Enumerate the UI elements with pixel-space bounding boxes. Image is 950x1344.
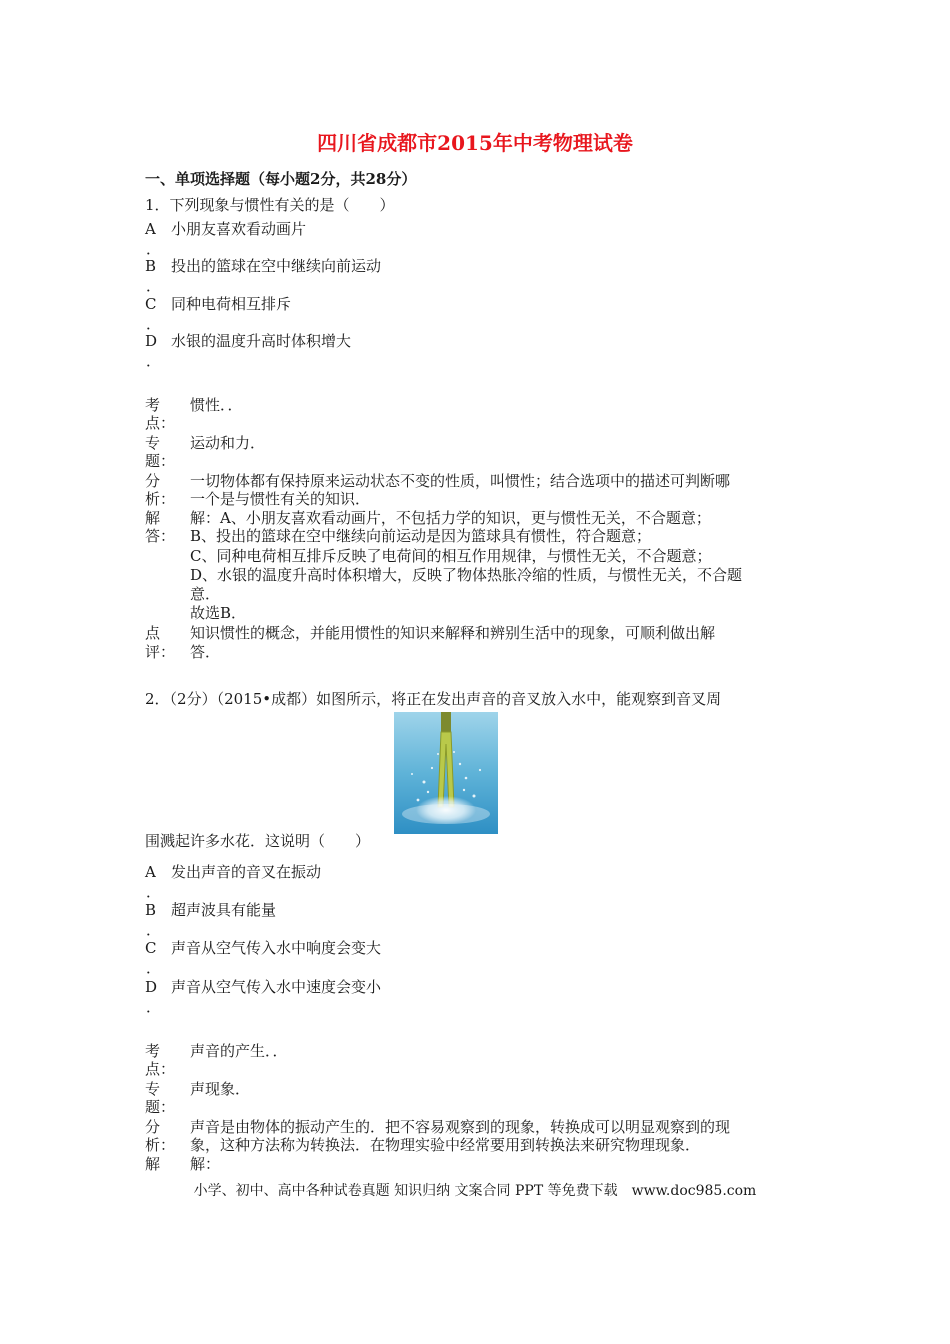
zhuanti-label-2: 题： bbox=[145, 452, 176, 470]
option-a-letter: A bbox=[145, 863, 156, 881]
option-d-text: 水银的温度升高时体积增大 bbox=[171, 332, 352, 350]
option-a-dot: ． bbox=[146, 240, 162, 258]
option-b-letter: B bbox=[145, 901, 157, 919]
kaodian-label-1: 考 bbox=[145, 396, 161, 414]
zhuanti-text: 声现象． bbox=[190, 1080, 251, 1098]
section-heading: 一、单项选择题（每小题2分，共28分） bbox=[145, 170, 417, 188]
kaodian-label-2: 点： bbox=[145, 1060, 176, 1078]
question-2-stem-line-2: 围溅起许多水花．这说明（ ） bbox=[145, 832, 371, 850]
fenxi-line-1: 一切物体都有保持原来运动状态不变的性质，叫惯性；结合选项中的描述可判断哪 bbox=[190, 472, 731, 490]
tuning-fork-icon bbox=[394, 712, 498, 834]
fenxi-label-2: 析： bbox=[145, 1136, 176, 1154]
option-b-dot: ． bbox=[146, 921, 162, 939]
dianping-label-2: 评： bbox=[145, 643, 176, 661]
kaodian-text: 声音的产生．． bbox=[190, 1042, 288, 1060]
jieda-label-1: 解 bbox=[145, 509, 161, 527]
kaodian-label-2: 点： bbox=[145, 414, 176, 432]
option-c-letter: C bbox=[145, 295, 157, 313]
option-d-letter: D bbox=[145, 978, 158, 996]
option-a-dot: ． bbox=[146, 883, 162, 901]
zhuanti-label-1: 专 bbox=[145, 434, 161, 452]
question-1-stem: 1．下列现象与惯性有关的是（ ） bbox=[145, 196, 395, 214]
jieda-line-4: D、水银的温度升高时体积增大，反映了物体热胀冷缩的性质，与惯性无关，不合题 bbox=[190, 566, 743, 584]
option-a-text: 发出声音的音叉在振动 bbox=[171, 863, 322, 881]
option-c-letter: C bbox=[145, 939, 157, 957]
fenxi-label-2: 析： bbox=[145, 490, 176, 508]
option-a-letter: A bbox=[145, 220, 156, 238]
option-c-dot: ． bbox=[146, 315, 162, 333]
jieda-line-5: 意． bbox=[190, 585, 221, 603]
kaodian-text: 惯性．． bbox=[190, 396, 243, 414]
option-c-text: 声音从空气传入水中响度会变大 bbox=[171, 939, 382, 957]
jieda-line-2: B、投出的篮球在空中继续向前运动是因为篮球具有惯性，符合题意； bbox=[190, 527, 652, 545]
fenxi-line-2: 一个是与惯性有关的知识． bbox=[190, 490, 371, 508]
jieda-label-2: 答： bbox=[145, 527, 176, 545]
jieda-line-6: 故选B． bbox=[190, 604, 247, 622]
dianping-line-2: 答． bbox=[190, 643, 221, 661]
jieda-line-3: C、同种电荷相互排斥反映了电荷间的相互作用规律，与惯性无关，不合题意； bbox=[190, 547, 712, 565]
option-d-letter: D bbox=[145, 332, 158, 350]
page-footer: 小学、初中、高中各种试卷真题 知识归纳 文案合同 PPT 等免费下载 www.doc985.com bbox=[193, 1183, 757, 1199]
option-c-text: 同种电荷相互排斥 bbox=[171, 295, 292, 313]
question-2-stem-line-1: 2．（2分）（2015•成都）如图所示，将正在发出声音的音叉放入水中，能观察到音叉周 bbox=[145, 690, 722, 708]
jieda-text: 解： bbox=[190, 1155, 221, 1173]
dianping-label-1: 点 bbox=[145, 624, 161, 642]
zhuanti-label-1: 专 bbox=[145, 1080, 161, 1098]
option-a-text: 小朋友喜欢看动画片 bbox=[171, 220, 307, 238]
dianping-line-1: 知识惯性的概念，并能用惯性的知识来解释和辨别生活中的现象，可顺利做出解 bbox=[190, 624, 716, 642]
fenxi-label-1: 分 bbox=[145, 472, 161, 490]
zhuanti-label-2: 题： bbox=[145, 1098, 176, 1116]
option-d-text: 声音从空气传入水中速度会变小 bbox=[171, 978, 382, 996]
tuning-fork-water-photo bbox=[394, 712, 498, 834]
fenxi-line-1: 声音是由物体的振动产生的．把不容易观察到的现象，转换成可以明显观察到的现 bbox=[190, 1118, 731, 1136]
kaodian-label-1: 考 bbox=[145, 1042, 161, 1060]
option-b-text: 投出的篮球在空中继续向前运动 bbox=[171, 257, 382, 275]
zhuanti-text: 运动和力． bbox=[190, 434, 266, 452]
option-d-dot: ． bbox=[146, 352, 162, 370]
fenxi-line-2: 象，这种方法称为转换法．在物理实验中经常要用到转换法来研究物理现象． bbox=[190, 1136, 701, 1154]
page-title: 四川省成都市2015年中考物理试卷 bbox=[317, 131, 633, 155]
option-d-dot: ． bbox=[146, 998, 162, 1016]
option-b-dot: ． bbox=[146, 277, 162, 295]
jieda-line-1: 解：A、小朋友喜欢看动画片，不包括力学的知识，更与惯性无关，不合题意； bbox=[190, 509, 711, 527]
option-c-dot: ． bbox=[146, 959, 162, 977]
jieda-label-1: 解 bbox=[145, 1155, 161, 1173]
option-b-letter: B bbox=[145, 257, 157, 275]
option-b-text: 超声波具有能量 bbox=[171, 901, 277, 919]
fenxi-label-1: 分 bbox=[145, 1118, 161, 1136]
